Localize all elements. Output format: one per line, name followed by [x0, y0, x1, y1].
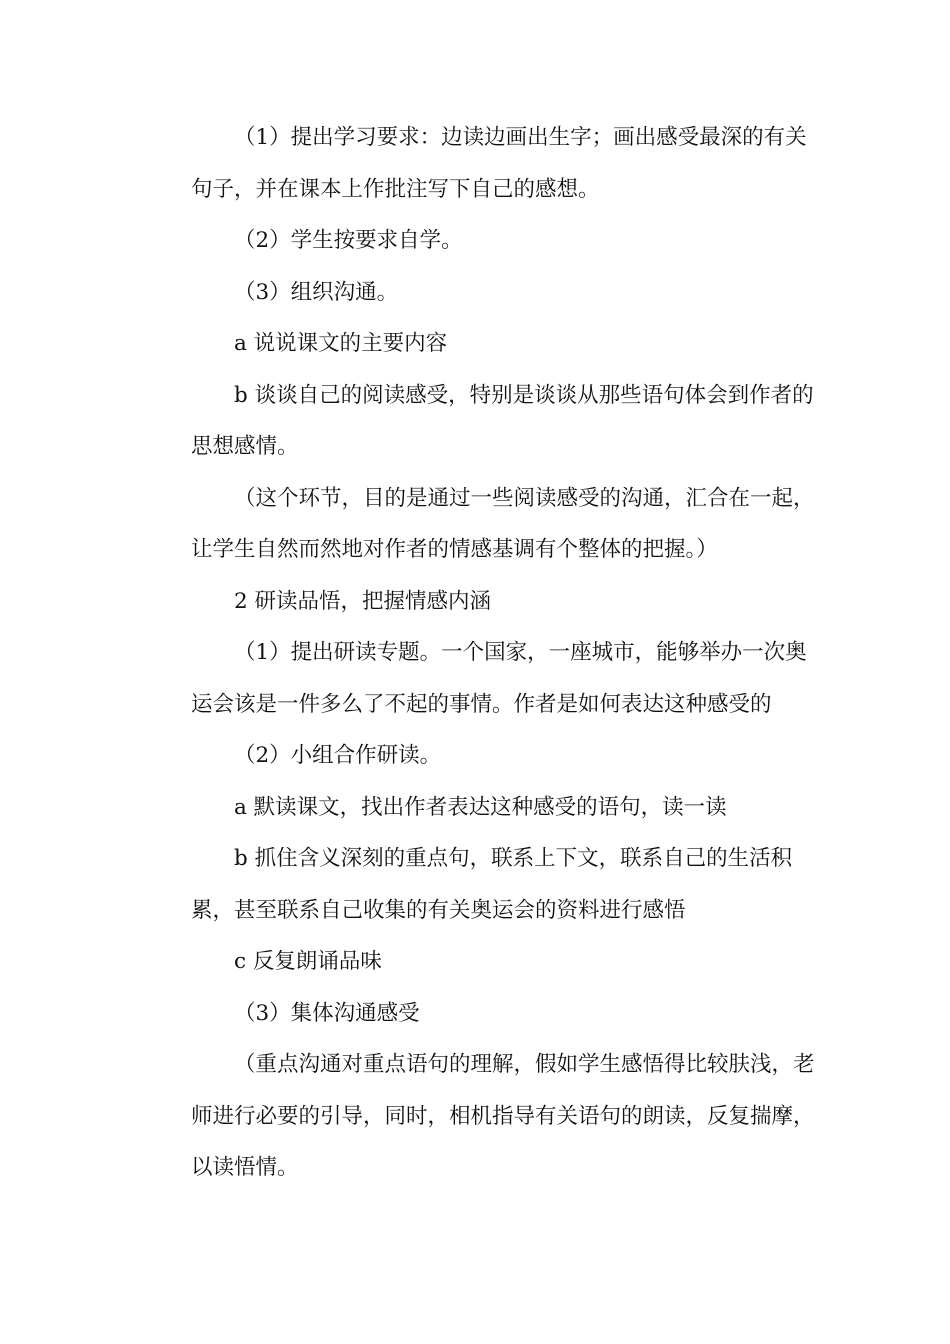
text-line: 师进行必要的引导，同时，相机指导有关语句的朗读，反复揣摩，	[191, 1103, 815, 1129]
paragraph	[148, 1039, 815, 1194]
text-line: 累，甚至联系自己收集的有关奥运会的资料进行感悟	[191, 897, 686, 923]
text-line: a 默读课文，找出作者表达这种感受的语句，读一读	[234, 794, 727, 820]
text-line: （1）提出学习要求：边读边画出生字；画出感受最深的有关	[234, 125, 807, 150]
paragraph	[148, 833, 808, 936]
document-body	[148, 112, 815, 1194]
paragraph	[148, 318, 808, 370]
text-line: a 说说课文的主要内容	[234, 331, 448, 356]
paragraph	[148, 936, 808, 988]
text-line: （2）小组合作研读。	[234, 743, 442, 768]
paragraph	[148, 473, 815, 576]
paragraph	[148, 627, 808, 730]
text-line: 以读悟情。	[191, 1155, 299, 1180]
paragraph	[148, 370, 814, 473]
paragraph	[148, 215, 808, 267]
text-line: （3）集体沟通感受	[234, 1000, 420, 1026]
paragraph	[148, 576, 808, 628]
paragraph	[148, 988, 808, 1040]
paragraph	[148, 267, 808, 319]
text-line: 思想感情。	[191, 434, 299, 459]
text-line: b 抓住含义深刻的重点句，联系上下文，联系自己的生活积	[234, 846, 793, 871]
text-line: 句子，并在课本上作批注写下自己的感想。	[191, 176, 600, 202]
text-line: b 谈谈自己的阅读感受，特别是谈谈从那些语句体会到作者的	[234, 382, 814, 408]
paragraph	[148, 782, 808, 834]
text-line: 运会该是一件多么了不起的事情。作者是如何表达这种感受的	[191, 691, 772, 717]
text-line: （1）提出研读专题。一个国家，一座城市，能够举办一次奥	[234, 640, 807, 665]
paragraph	[148, 112, 808, 215]
text-line: 让学生自然而然地对作者的情感基调有个整体的把握。）	[191, 537, 718, 562]
text-line: （3）组织沟通。	[234, 279, 399, 305]
text-line: （重点沟通对重点语句的理解，假如学生感悟得比较肤浅，老	[234, 1052, 815, 1077]
paragraph	[148, 730, 808, 782]
text-line: 2 研读品悟，把握情感内涵	[234, 588, 492, 614]
text-line: （这个环节，目的是通过一些阅读感受的沟通，汇合在一起，	[234, 485, 815, 511]
text-line: （2）学生按要求自学。	[234, 228, 463, 253]
text-line: c 反复朗诵品味	[234, 949, 382, 974]
